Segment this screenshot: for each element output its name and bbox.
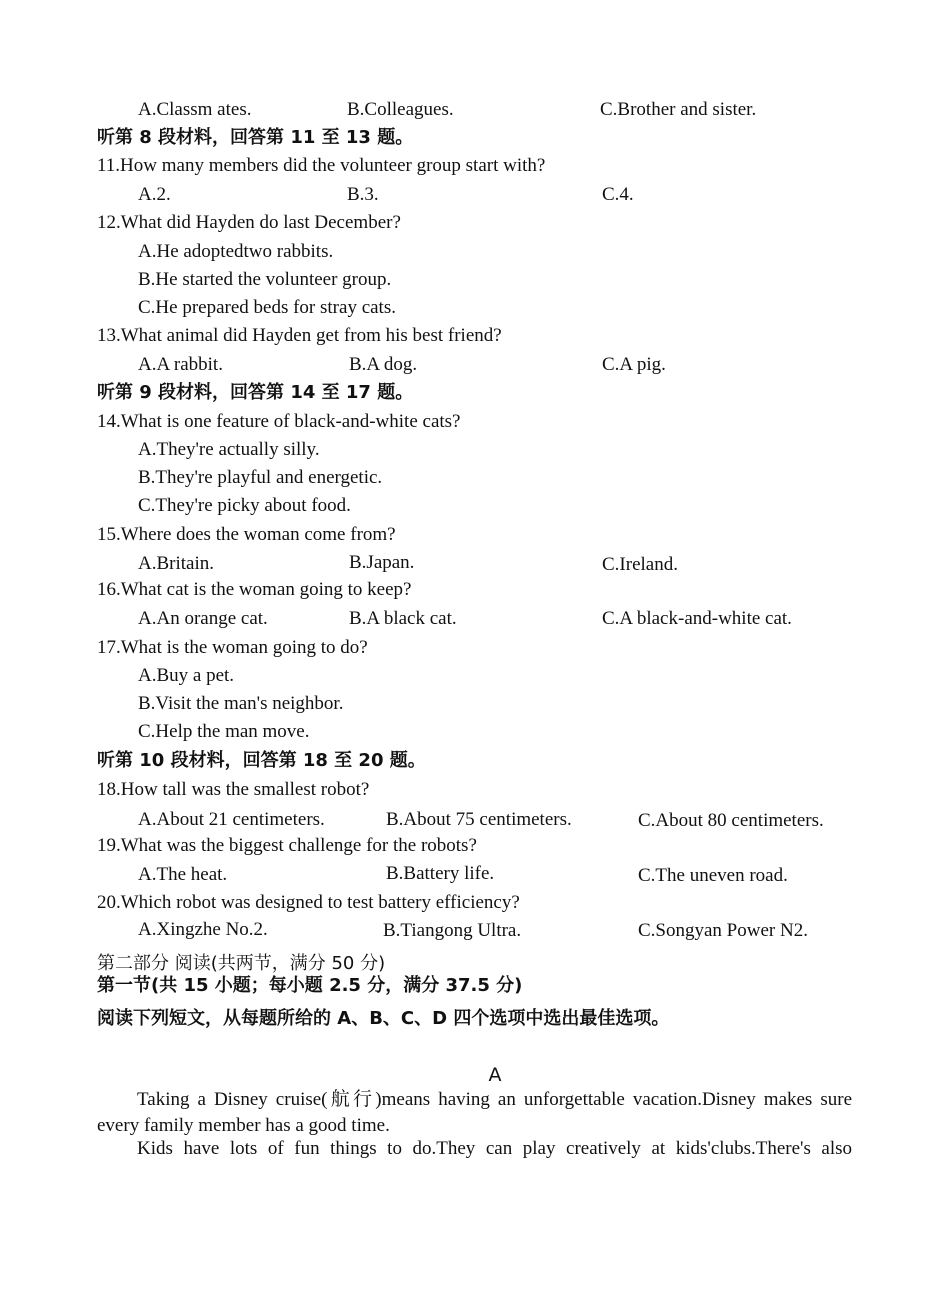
passage-paragraph-2: Kids have lots of fun things to do.They can play creatively at kids'clubs.There's also	[137, 1138, 852, 1159]
q15-option-c: C.Ireland.	[602, 554, 678, 575]
q14-option-b: B.They're playful and energetic.	[138, 467, 383, 488]
q18-option-b: B.About 75 centimeters.	[386, 809, 572, 830]
q17-option-c: C.Help the man move.	[138, 721, 310, 742]
q15-stem: 15.Where does the woman come from?	[97, 524, 396, 545]
q11-stem: 11.How many members did the volunteer group start with?	[97, 155, 546, 176]
q13-option-c: C.A pig.	[602, 354, 666, 375]
passage-paragraph-1: Taking a Disney cruise(航行)means having an unforgettable vacation.Disney makes sure every family member has a good time.	[97, 1089, 852, 1136]
q20-option-c: C.Songyan Power N2.	[638, 920, 808, 941]
q13-option-a: A.A rabbit.	[138, 354, 223, 375]
q14-option-a: A.They're actually silly.	[138, 439, 320, 460]
part2-title: 第二部分 阅读(共两节，满分 50 分)	[97, 953, 386, 974]
q18-option-a: A.About 21 centimeters.	[138, 809, 325, 830]
q18-stem: 18.How tall was the smallest robot?	[97, 779, 370, 800]
q16-stem: 16.What cat is the woman going to keep?	[97, 579, 412, 600]
q11-option-b: B.3.	[347, 184, 379, 205]
section9-header: 听第 9 段材料，回答第 14 至 17 题。	[97, 382, 414, 403]
q13-option-b: B.A dog.	[349, 354, 418, 375]
section10-header: 听第 10 段材料，回答第 18 至 20 题。	[97, 750, 426, 771]
q19-option-c: C.The uneven road.	[638, 865, 788, 886]
q17-option-a: A.Buy a pet.	[138, 665, 235, 686]
q12-option-c: C.He prepared beds for stray cats.	[138, 297, 396, 318]
q12-option-b: B.He started the volunteer group.	[138, 269, 392, 290]
q14-stem: 14.What is one feature of black-and-white cats?	[97, 411, 461, 432]
q12-stem: 12.What did Hayden do last December?	[97, 212, 401, 233]
q12-option-a: A.He adoptedtwo rabbits.	[138, 241, 334, 262]
q10-option-c: C.Brother and sister.	[600, 99, 757, 120]
q14-option-c: C.They're picky about food.	[138, 495, 351, 516]
q17-option-b: B.Visit the man's neighbor.	[138, 693, 344, 714]
q20-option-a: A.Xingzhe No.2.	[138, 919, 268, 940]
section1-title: 第一节(共 15 小题；每小题 2.5 分，满分 37.5 分)	[97, 975, 523, 996]
q16-option-a: A.An orange cat.	[138, 608, 268, 629]
section8-header: 听第 8 段材料，回答第 11 至 13 题。	[97, 127, 414, 148]
q16-option-c: C.A black-and-white cat.	[602, 608, 792, 629]
q19-stem: 19.What was the biggest challenge for the robots?	[97, 835, 477, 856]
q13-stem: 13.What animal did Hayden get from his best friend?	[97, 325, 502, 346]
q10-option-b: B.Colleagues.	[347, 99, 454, 120]
q18-option-c: C.About 80 centimeters.	[638, 810, 824, 831]
q20-option-b: B.Tiangong Ultra.	[383, 920, 522, 941]
passage-label: A	[488, 1064, 502, 1086]
q17-stem: 17.What is the woman going to do?	[97, 637, 368, 658]
q11-option-a: A.2.	[138, 184, 171, 205]
q19-option-a: A.The heat.	[138, 864, 228, 885]
q15-option-b: B.Japan.	[349, 552, 415, 573]
q10-option-a: A.Classm ates.	[138, 99, 252, 120]
q15-option-a: A.Britain.	[138, 553, 214, 574]
q16-option-b: B.A black cat.	[349, 608, 457, 629]
q19-option-b: B.Battery life.	[386, 863, 495, 884]
q20-stem: 20.Which robot was designed to test battery efficiency?	[97, 892, 520, 913]
reading-instructions: 阅读下列短文，从每题所给的 A、B、C、D 四个选项中选出最佳选项。	[97, 1008, 670, 1029]
q11-option-c: C.4.	[602, 184, 634, 205]
